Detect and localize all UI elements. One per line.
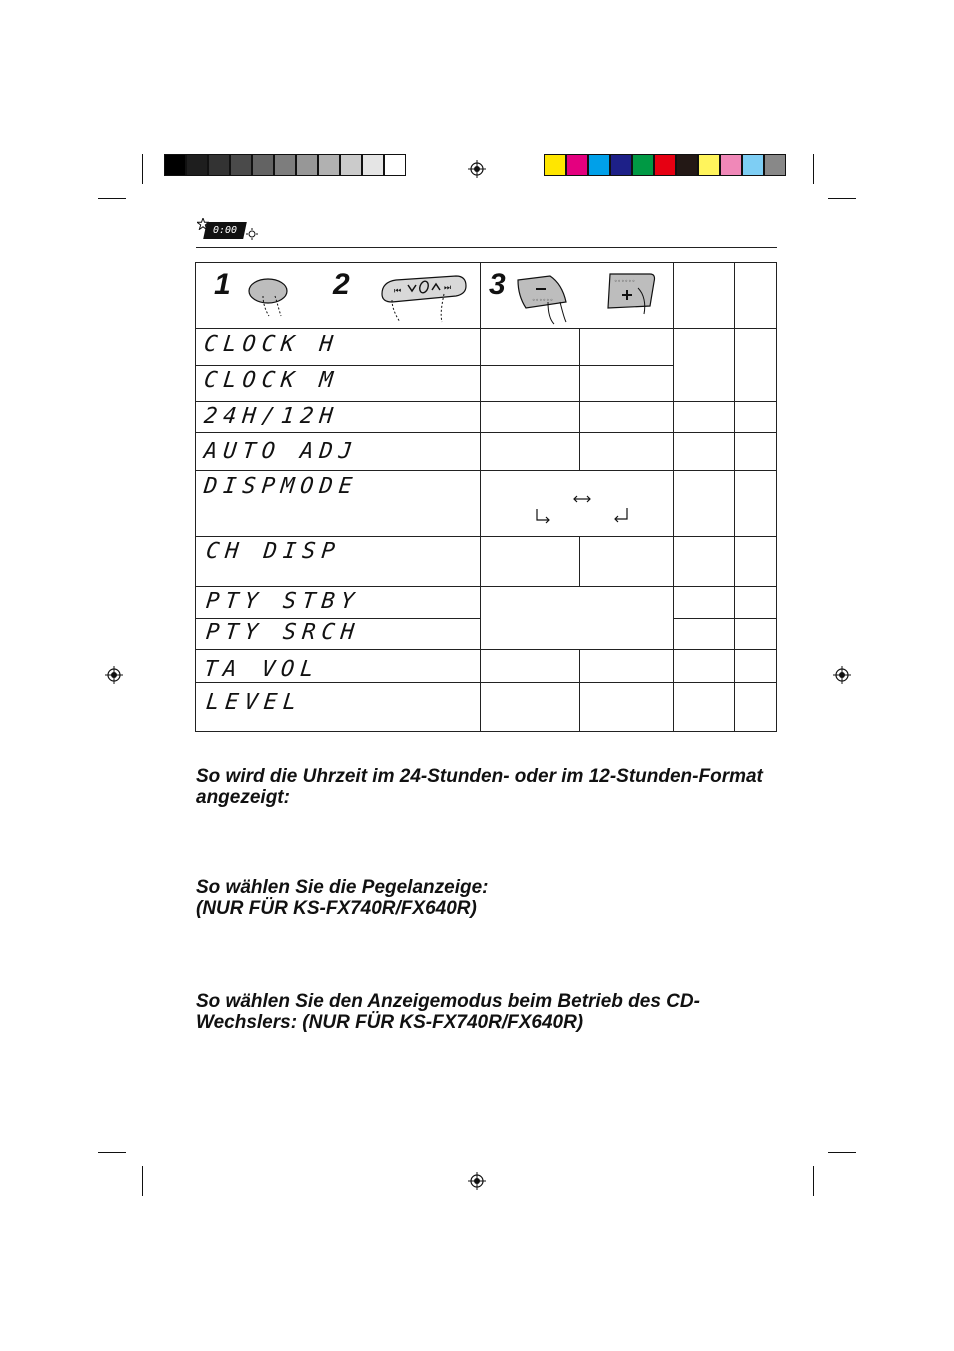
heading-level-display-line1: So wählen Sie die Pegelanzeige: xyxy=(196,877,489,898)
menu-item-dispmode: DISPMODE xyxy=(202,474,360,499)
grayscale-color-bar xyxy=(164,154,406,176)
return-arrow-right-icon xyxy=(534,508,552,524)
registration-target-icon xyxy=(833,666,851,684)
heading-cd-changer-line2: Wechslers: (NUR FÜR KS-FX740R/FX640R) xyxy=(196,1012,584,1033)
process-color-bar xyxy=(544,154,786,176)
heading-level-display xyxy=(196,877,786,919)
return-arrow-left-icon xyxy=(612,507,630,523)
crop-mark xyxy=(813,1166,814,1196)
menu-item-auto-adj: AUTO ADJ xyxy=(202,439,360,464)
table-divider xyxy=(195,586,777,587)
table-divider xyxy=(579,328,580,470)
preset-rocker-icon xyxy=(378,272,470,324)
table-divider xyxy=(734,262,735,732)
table-divider xyxy=(673,618,777,619)
color-swatch xyxy=(588,154,610,176)
menu-item-pty-stby: PTY STBY xyxy=(204,589,362,614)
color-swatch xyxy=(720,154,742,176)
table-divider xyxy=(195,328,777,329)
crop-mark xyxy=(142,154,143,184)
table-divider xyxy=(195,618,480,619)
double-arrow-icon xyxy=(572,493,592,505)
heading-level-display-line2: (NUR FÜR KS-FX740R/FX640R) xyxy=(196,898,477,919)
table-divider xyxy=(195,649,777,650)
header-rule xyxy=(196,247,777,248)
clock-badge-text: 0:00 xyxy=(212,225,238,236)
heading-clock-format: So wird die Uhrzeit im 24-Stunden- oder im 12-Stunden-Format angezeigt: xyxy=(196,766,763,808)
table-divider xyxy=(195,470,777,471)
heading-cd-changer-line1: So wählen Sie den Anzeigemodus beim Betrieb des CD- xyxy=(196,991,700,1012)
crop-mark xyxy=(813,154,814,184)
color-swatch xyxy=(252,154,274,176)
volume-minus-button-icon xyxy=(514,272,576,326)
color-swatch xyxy=(384,154,406,176)
step-number-2: 2 xyxy=(333,268,350,301)
table-divider xyxy=(195,432,777,433)
color-swatch xyxy=(362,154,384,176)
crop-mark xyxy=(828,1152,856,1153)
table-divider xyxy=(195,536,777,537)
color-swatch xyxy=(566,154,588,176)
menu-item-clock-m: CLOCK M xyxy=(202,368,341,393)
color-swatch xyxy=(230,154,252,176)
crop-mark xyxy=(98,1152,126,1153)
menu-item-clock-h: CLOCK H xyxy=(202,332,341,357)
color-swatch xyxy=(340,154,362,176)
color-swatch xyxy=(632,154,654,176)
table-divider xyxy=(579,536,580,586)
step-number-1: 1 xyxy=(214,268,231,301)
table-divider xyxy=(673,262,674,732)
svg-text:◦◦◦◦◦◦: ◦◦◦◦◦◦ xyxy=(614,278,636,285)
color-swatch xyxy=(764,154,786,176)
clock-display-badge xyxy=(203,222,247,239)
registration-target-icon xyxy=(468,1172,486,1190)
color-swatch xyxy=(274,154,296,176)
color-swatch xyxy=(544,154,566,176)
registration-target-icon xyxy=(105,666,123,684)
color-swatch xyxy=(186,154,208,176)
color-swatch xyxy=(676,154,698,176)
menu-item-pty-srch: PTY SRCH xyxy=(204,620,362,645)
crop-mark xyxy=(98,198,126,199)
svg-text:⏭: ⏭ xyxy=(444,283,452,292)
color-swatch xyxy=(208,154,230,176)
registration-target-icon xyxy=(468,160,486,178)
step-number-3: 3 xyxy=(489,268,506,301)
color-swatch xyxy=(742,154,764,176)
color-swatch xyxy=(654,154,676,176)
crop-mark xyxy=(828,198,856,199)
volume-plus-button-icon xyxy=(600,270,660,318)
menu-item-level: LEVEL xyxy=(204,690,304,715)
table-divider xyxy=(480,262,481,732)
select-button-icon xyxy=(245,276,293,318)
menu-item-24h-12h: 24H/12H xyxy=(202,404,341,429)
color-swatch xyxy=(164,154,186,176)
svg-text:◦◦◦◦◦◦: ◦◦◦◦◦◦ xyxy=(532,297,554,304)
table-divider xyxy=(195,401,777,402)
menu-item-ta-vol: TA VOL xyxy=(202,657,321,682)
table-divider xyxy=(579,649,580,732)
color-swatch xyxy=(296,154,318,176)
heading-cd-changer xyxy=(196,991,786,1033)
gear-icon xyxy=(246,228,258,240)
color-swatch xyxy=(318,154,340,176)
table-divider xyxy=(195,365,673,366)
color-swatch xyxy=(698,154,720,176)
table-divider xyxy=(195,682,777,683)
menu-item-ch-disp: CH DISP xyxy=(204,539,343,564)
crop-mark xyxy=(142,1166,143,1196)
color-swatch xyxy=(610,154,632,176)
svg-text:⏮: ⏮ xyxy=(394,286,402,295)
